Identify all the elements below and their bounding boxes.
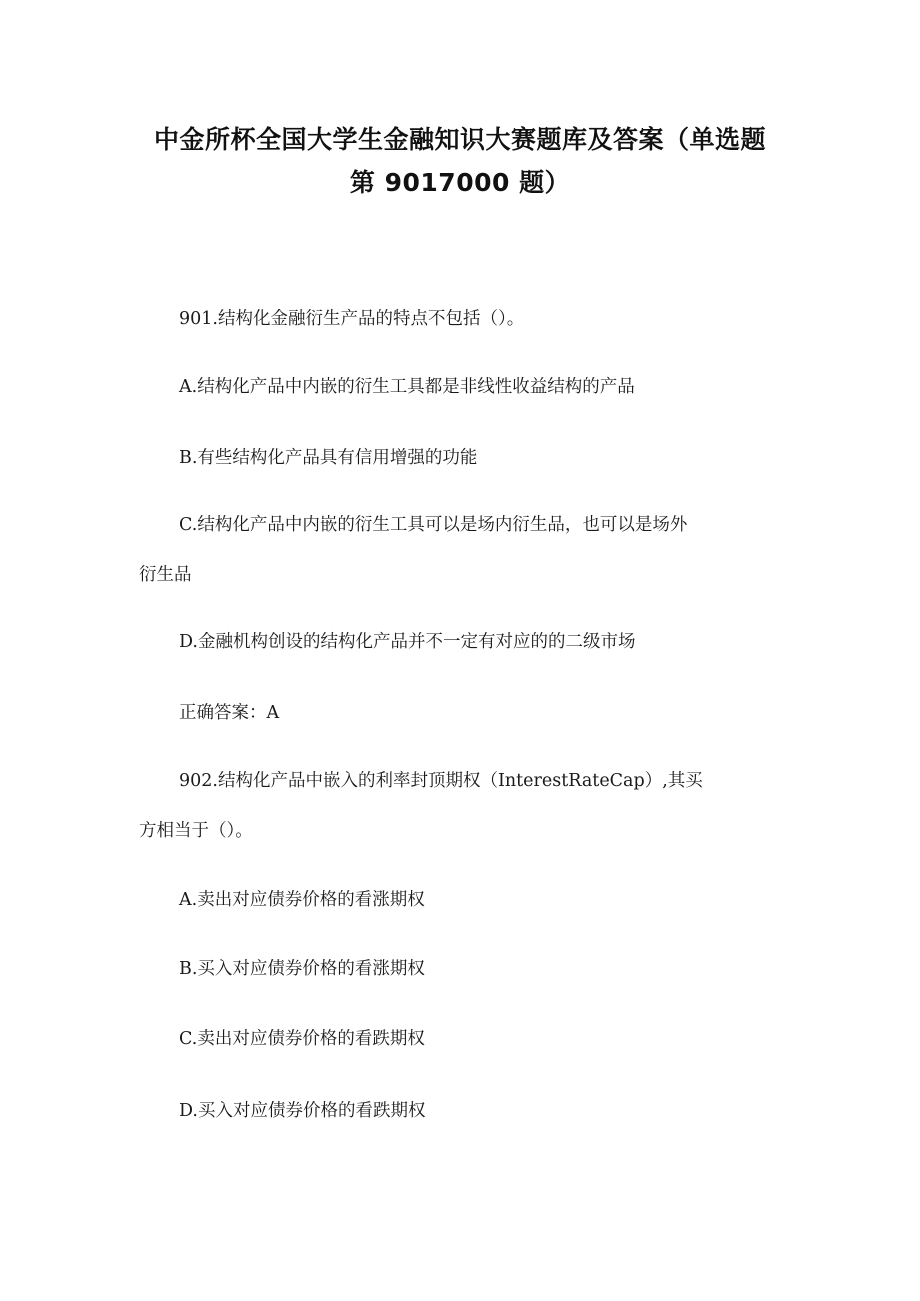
question-902-option-c: C.卖出对应债券价格的看跌期权 (179, 1029, 425, 1049)
question-902-stem: 902.结构化产品中嵌入的利率封顶期权（InterestRateCap）,其买 (179, 771, 703, 791)
question-902-stem-continued: 方相当于（）。 (139, 821, 253, 841)
document-title-line-1: 中金所杯全国大学生金融知识大赛题库及答案（单选题 (153, 125, 766, 154)
question-902-option-b: B.买入对应债券价格的看涨期权 (179, 959, 425, 979)
question-901-option-a: A.结构化产品中内嵌的衍生工具都是非线性收益结构的产品 (179, 377, 635, 397)
question-901-answer: 正确答案：A (179, 703, 280, 723)
question-902-option-a: A.卖出对应债券价格的看涨期权 (179, 890, 425, 910)
question-901-option-c-continued: 衍生品 (139, 565, 192, 585)
question-901-option-c: C.结构化产品中内嵌的衍生工具可以是场内衍生品，也可以是场外 (179, 515, 688, 535)
question-901-option-b: B.有些结构化产品具有信用增强的功能 (179, 448, 478, 468)
question-901-option-d: D.金融机构创设的结构化产品并不一定有对应的的二级市场 (179, 632, 636, 652)
question-901-stem: 901.结构化金融衍生产品的特点不包括（）。 (179, 309, 525, 329)
document-title-line-2: 第 9017000 题） (349, 168, 571, 197)
question-902-option-d: D.买入对应债券价格的看跌期权 (179, 1101, 426, 1121)
